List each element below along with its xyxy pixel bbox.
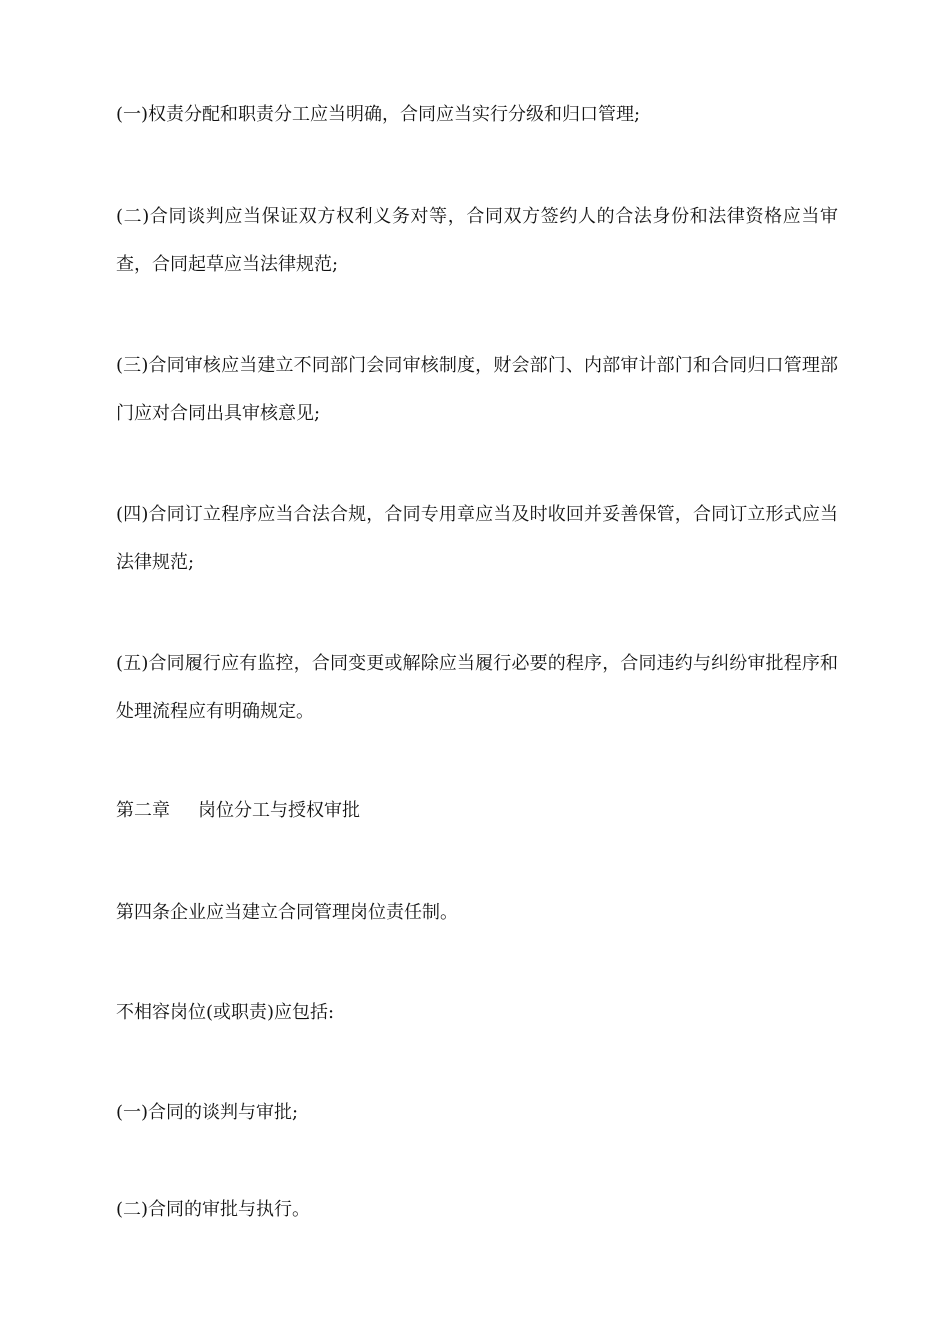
- incompatible-item-1: (一)合同的谈判与审批;: [116, 1102, 299, 1123]
- article-four: 第四条企业应当建立合同管理岗位责任制。: [116, 902, 458, 923]
- incompatible-intro: 不相容岗位(或职责)应包括:: [116, 1002, 335, 1023]
- paragraph-review: (三)合同审核应当建立不同部门会同审核制度，财会部门、内部审计部门和合同归口管理部门应对合同出具审核意见;: [116, 355, 838, 424]
- paragraph-authority: (一)权责分配和职责分工应当明确，合同应当实行分级和归口管理;: [116, 104, 641, 125]
- chapter-heading: [116, 787, 838, 835]
- paragraph-signing: (四)合同订立程序应当合法合规，合同专用章应当及时收回并妥善保管，合同订立形式应当法律规范;: [116, 504, 838, 573]
- incompatible-item-2: (二)合同的审批与执行。: [116, 1199, 311, 1220]
- chapter-title: 岗位分工与授权审批: [198, 800, 360, 821]
- paragraph-performance: (五)合同履行应有监控，合同变更或解除应当履行必要的程序，合同违约与纠纷审批程序和处理流程应有明确规定。: [116, 653, 838, 722]
- chapter-number: 第二章: [116, 800, 170, 821]
- paragraph-negotiation: (二)合同谈判应当保证双方权利义务对等，合同双方签约人的合法身份和法律资格应当审查，合同起草应当法律规范;: [116, 206, 838, 275]
